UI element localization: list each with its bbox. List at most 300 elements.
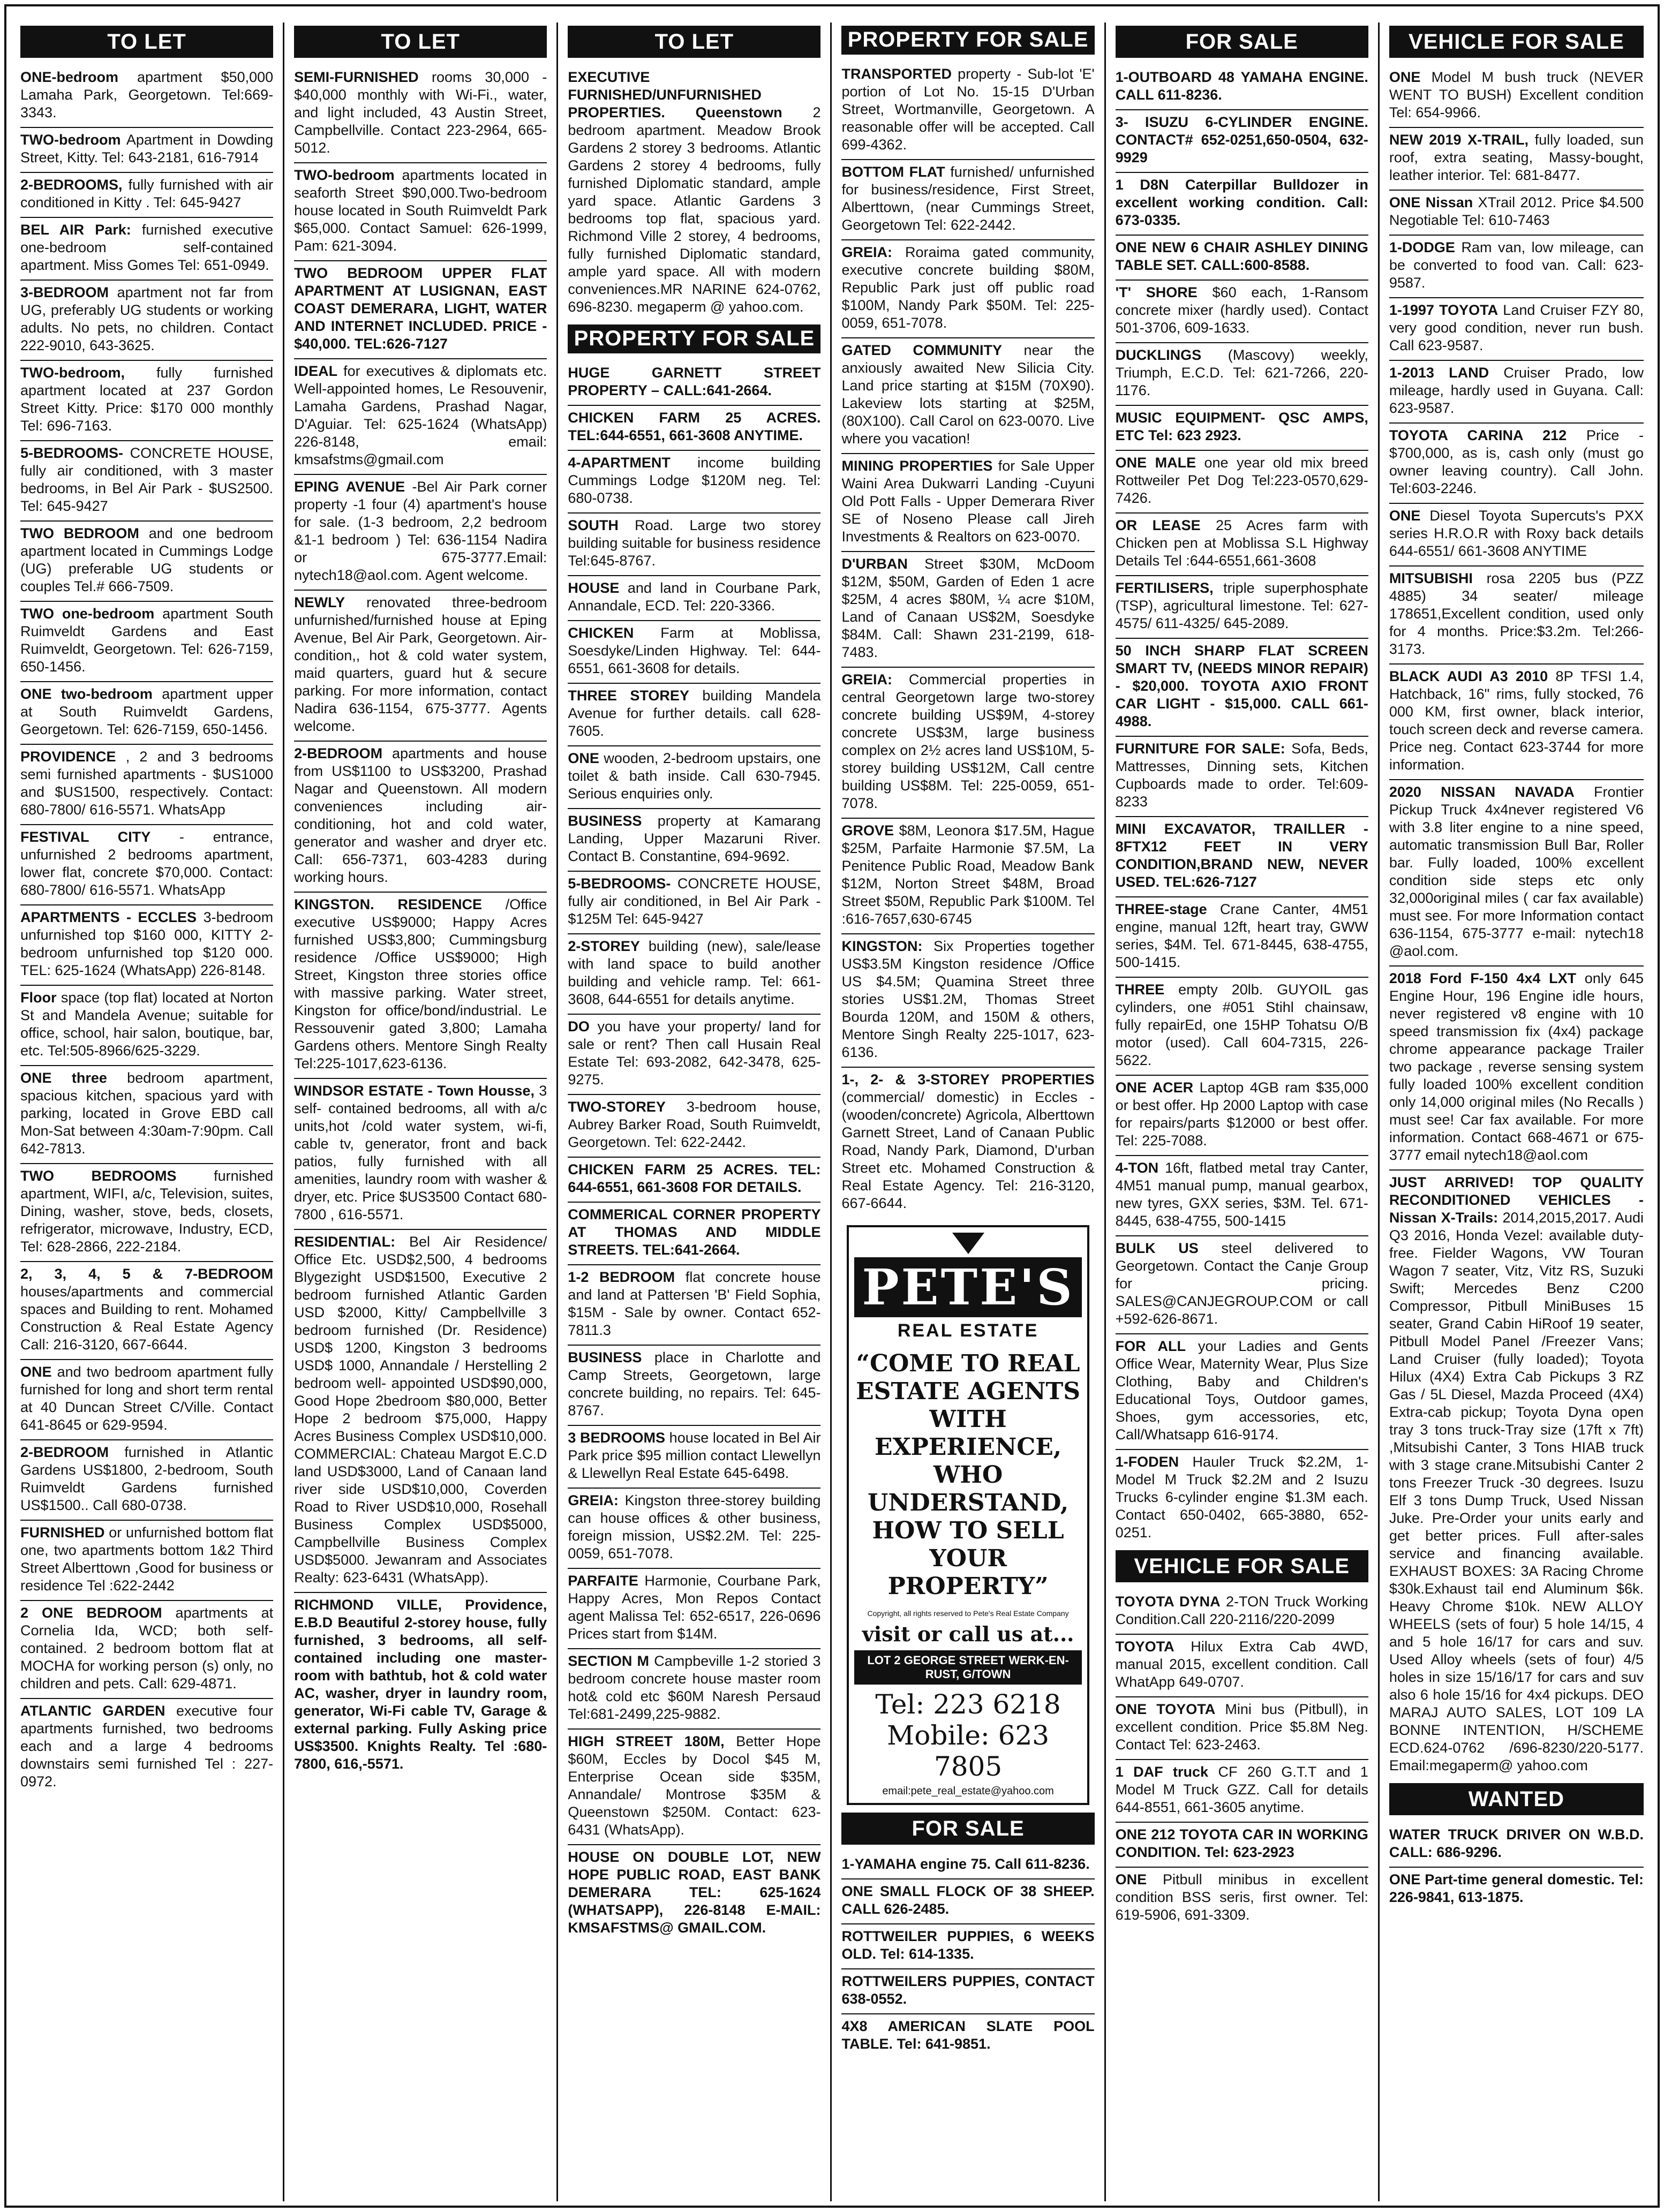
- ad-body: 3-bedroom house, Aubrey Barker Road, South Ruimveldt, Georgetown. Tel: 622-2442.: [568, 1099, 821, 1150]
- ad-body: near the anxiously awaited New Silicia City. Land price starting at $15M (70X90). Lakeview lots starting at $25M, (80X100). Call Carol on 623-0070. Live where you vacation!: [841, 342, 1095, 447]
- ad-body: rooms 30,000 - $40,000 monthly with Wi-Fi., water, and light included, 43 Austin Street, Campbellville. Contact 223-2964, 665-5012.: [294, 69, 547, 156]
- ad-list: [1389, 65, 1644, 1780]
- classified-ad: [568, 872, 820, 934]
- ad-body: 16ft, flatbed metal tray Canter, 4M51 manual pump, manual gearbox, new tyres, GXX series, $3M. Tel. 671-8445, 638-4755, 500-1415: [1115, 1160, 1368, 1229]
- ad-lead: FESTIVAL CITY: [20, 829, 151, 845]
- petes-logo: PETE'S: [854, 1257, 1081, 1317]
- ad-body: wooden, 2-bedroom upstairs, one toilet & bath inside. Call 630-7945. Serious enquiries only.: [568, 750, 821, 802]
- ad-list: [1116, 1590, 1368, 1929]
- ad-lead: MINI EXCAVATOR, TRAILLER - 8FTX12 FEET IN VERY CONDITION,BRAND NEW, NEVER USED. TEL:626-7127: [1115, 821, 1368, 890]
- ad-lead: 2-BEDROOM: [20, 1444, 109, 1460]
- ad-lead: APARTMENTS - ECCLES: [20, 909, 197, 925]
- visit-text: visit or call us at...: [862, 1622, 1074, 1646]
- classified-ad: [568, 1203, 820, 1265]
- ad-body: one year old mix breed Rottweiler Pet Dog Tel:223-0570,629-7426.: [1115, 455, 1368, 506]
- classified-ad: [568, 65, 820, 321]
- section-header-for-sale: FOR SALE: [841, 1813, 1094, 1845]
- classified-ad: [841, 338, 1094, 454]
- classified-ad: [20, 905, 273, 986]
- classified-ad: [294, 163, 547, 261]
- ad-lead: Floor: [20, 990, 57, 1006]
- ad-lead: JUST ARRIVED! TOP QUALITY RECONDITIONED VEHICLES - Nissan X-Trails:: [1389, 1174, 1644, 1226]
- ad-lead: ONE Part-time general domestic. Tel: 226-9841, 613-1875.: [1389, 1871, 1644, 1905]
- classified-ad: [20, 602, 273, 682]
- ad-body: Hilux Extra Cab 4WD, manual 2015, excellent condition. Call WhatApp 649-0707.: [1115, 1639, 1368, 1690]
- ad-lead: 2020 NISSAN NAVADA: [1389, 784, 1575, 800]
- ad-lead: 3-BEDROOM: [20, 284, 109, 300]
- classified-ad: [1389, 424, 1644, 504]
- ad-body: triple superphosphate (TSP), agricultural limestone. Tel: 627-4575/ 611-4325/ 645-2089.: [1115, 580, 1368, 631]
- ad-body: Road. Large two storey building suitable for business residence Tel:645-8767.: [568, 517, 821, 569]
- classified-ad: [841, 1969, 1094, 2014]
- ad-body: apartments at Cornelia Ida, WCD; both self-contained. 2 bedroom bottom flat at MOCHA for working person (s) only, no children and pets. Call: 629-4871.: [20, 1605, 274, 1692]
- ad-lead: ONE NEW 6 CHAIR ASHLEY DINING TABLE SET. CALL:600-8588.: [1115, 239, 1368, 273]
- ad-lead: ONE: [1389, 69, 1421, 85]
- classified-ad: [294, 1230, 547, 1593]
- classified-ad: [20, 65, 273, 128]
- ad-lead: 2-BEDROOMS,: [20, 177, 123, 193]
- classified-ad: [841, 62, 1094, 160]
- classified-ad: [1389, 1823, 1644, 1868]
- section-header-property-for-sale: PROPERTY FOR SALE: [568, 324, 820, 353]
- advert-address: LOT 2 GEORGE STREET WERK-EN-RUST, G/TOWN: [854, 1650, 1081, 1685]
- classified-ad: [1389, 191, 1644, 236]
- classified-ad: [20, 1601, 273, 1699]
- classified-ad: [20, 682, 273, 745]
- ad-lead: NEW 2019 X-TRAIL,: [1389, 132, 1529, 148]
- ad-body: for executives & diplomats etc. Well-appointed homes, Le Resouvenir, Lamaha Gardens, Prashad Nagar, D'Aguiar. Tel: 625-1624 (WhatsApp) 226-8148, email: kmsafstms@gmail.com: [294, 363, 547, 467]
- advert-subtitle: REAL ESTATE: [897, 1320, 1039, 1341]
- classified-ad: [20, 128, 273, 173]
- classified-ad: [20, 1699, 273, 1796]
- ad-body: apartment South Ruimveldt Gardens and East Ruimveldt, Georgetown. Tel: 626-7159, 650-1456.: [20, 606, 274, 675]
- ad-body: property at Kamarang Landing, Upper Mazaruni River. Contact B. Constantine, 694-9692.: [568, 813, 821, 864]
- ad-body: you have your property/ land for sale or rent? Then call Husain Real Estate Tel: 693-2082, 642-3478, 625-9275.: [568, 1018, 821, 1088]
- ad-body: Ram van, low mileage, can be converted to food van. Call: 623-9587.: [1389, 239, 1644, 291]
- classified-ad: [1389, 236, 1644, 298]
- ad-body: Bel Air Residence/ Office Etc. USD$2,500, 4 bedrooms Blygezight USD$1500, Executive 2 bedroom furnished Atlantic Garden USD $2000, Kitty/ Campbellville 3 bedroom furnished (Dr. Residence) USD$ 1200, Kingston 3 bedrooms USD$ 1000, Annandale / Herstelling 2 bedroom well- appointed USD$90,000, Good Hope 2bedroom $80,000, Better Hope 2 bedroom $75,000, Happy Acres Business Complex USD$10,000. COMMERCIAL: Chateau Margot E.C.D land USD$3000, Land of Canaan land river side USD$10,000, Coverden Road to River USD$10,000, Rosehall Business Complex USD$5000, Campbellville Business Complex USD$5000. Jewanram and Associates Realty: 623-6431 (WhatsApp).: [294, 1234, 547, 1586]
- ad-body: apartments and house from US$1100 to US$3200, Prashad Nagar and Queenstown. All modern conveniences including air-conditioning, hot and cold water, generator and washer and dryer etc. Call: 656-7371, 603-4283 during working hours.: [294, 745, 547, 885]
- classified-ad: [1116, 737, 1368, 817]
- ad-lead: 1-1997 TOYOTA: [1389, 302, 1499, 318]
- ad-body: Apartment in Dowding Street, Kitty. Tel: 643-2181, 616-7914: [20, 132, 274, 165]
- ad-body: space (top flat) located at Norton St and Mandela Avenue; suitable for office, school, hair salon, boutique, bar, etc. Tel:505-8966/625-3229.: [20, 990, 274, 1059]
- ad-lead: TRANSPORTED: [841, 66, 952, 82]
- ad-body: only 645 Engine Hour, 196 Engine idle hours, never registered v8 engine with 10 speed transmission fix (4x4) package chrome appearance package Trailer two package , reverse sensing system fully loaded 100% excellent condition only 14,000 original miles (No Recalls ) must see! Car fax available. For more information. Contact 668-4671 or 675-3777 email nytech18@aol.com: [1389, 970, 1644, 1163]
- ad-body: furnished/ unfurnished for business/residence, First Street, Alberttown, (near Cummings Street, Georgetown Tel: 622-2442.: [841, 164, 1095, 233]
- classified-ad: [1116, 1823, 1368, 1868]
- classified-ad: [20, 281, 273, 361]
- section-header-property-for-sale: PROPERTY FOR SALE: [841, 26, 1094, 55]
- ad-lead: BEL AIR Park:: [20, 222, 131, 238]
- ad-lead: OR LEASE: [1115, 517, 1201, 533]
- classified-ad: [568, 621, 820, 684]
- classified-ad: [294, 742, 547, 893]
- classified-ad: [294, 65, 547, 163]
- ad-body: CF 260 G.T.T and 1 Model M Truck GZZ. Call for details 644-8551, 661-3605 anytime.: [1115, 1764, 1368, 1815]
- ad-lead: 1-YAMAHA engine 75. Call 611-8236.: [841, 1856, 1090, 1872]
- classified-ad: [1116, 817, 1368, 897]
- ad-body: property - Sub-lot 'E' portion of Lot No. 15-15 D'Urban Street, Wortmanville, Georgetown. A reasonable offer will be accepted. Call 699-4362.: [841, 66, 1095, 153]
- ad-body: , 2 and 3 bedrooms semi furnished apartments - $US1000 and $US1500, respectively. Contact: 680-7800/ 616-5571. WhatsApp: [20, 749, 274, 818]
- classified-ad: [841, 240, 1094, 338]
- section-header-to-let: TO LET: [294, 26, 547, 58]
- ad-lead: THREE-stage: [1115, 901, 1207, 917]
- ad-lead: NEWLY: [294, 594, 345, 610]
- ad-lead: TWO-bedroom: [294, 167, 395, 183]
- classified-ad: [1116, 451, 1368, 514]
- ad-lead: TWO BEDROOM UPPER FLAT APARTMENT AT LUSIGNAN, EAST COAST DEMERARA, LIGHT, WATER AND INTERNET INCLUDED. PRICE - $40,000. TEL:626-7127: [294, 265, 547, 352]
- ad-body: 2014,2015,2017. Audi Q3 2016, Honda Vezel: available duty-free. Fielder Wagons, VW Touran Wagon 7 seater, Vitz, Vitz RS, Suzuki Swift; Mercedes Benz C200 Compressor, Pitbull MiniBuses 15 seater, Grand Cabin HiRoof 19 seater, Pitbull Model Panel /Freezer Vans; Land Cruiser (fully loaded); Toyota Hilux (4X4) Extra Cab Pickups 3 RZ Gas / 5L Diesel, Mazda Proceed (4X4) Extra-cab pickup; Toyota Dyna open tray 3 tons truck-Tray size (17ft x 7ft) ,Mitsubishi Canter, 3 Tons HIAB truck with 3 stage crane.Mitsubishi Canter 2 tons Freezer Truck -30 degrees. Isuzu Elf 3 tons Dump Truck, Used Nissan Juke. Pre-Order your units early and get better prices. Full after-sales service and financing available. EXHAUST BOXES: 3A Racing Chrome $30k.Exhaust tail end Aluminum $6k. Heavy Chrome $10k. NEW ALLOY WHEELS (sets of four) 5 hole 14/15, 4 and 5 hole 16/17 for cars and suv. Used Alloy wheels (sets of four) 4/5 holes in size 15/16/17 for cars and suv also 6 hole 15/16 for 4x4 pickups. DEO MARAJ AUTO SALES, LOT 109 LA BONNE INTENTION, H/SCHEME ECD.624-0762 /696-8230/220-5177. Email:megaperm@ yahoo.com: [1389, 1210, 1644, 1773]
- ad-body: Six Properties together US$3.5M Kingston residence /Office US $4.5M; Quamina Street three stories US$1.2M, Thomas Street Bourda 120M, and 150M & others, Mentore Singh Realty 225-1017, 623-6136.: [841, 938, 1095, 1060]
- classified-ad: [841, 160, 1094, 240]
- ad-body: Laptop 4GB ram $35,000 or best offer. Hp 2000 Laptop with case for repairs/parts $12000 or best offer. Tel: 225-7088.: [1115, 1079, 1368, 1149]
- classified-ad: [1389, 504, 1644, 567]
- ad-lead: 2-STOREY: [568, 938, 640, 954]
- ad-lead: CHICKEN: [568, 625, 634, 641]
- ad-lead: 1-OUTBOARD 48 YAMAHA ENGINE. CALL 611-8236.: [1115, 69, 1368, 103]
- ad-list: [841, 62, 1094, 1218]
- ad-lead: FOR ALL: [1115, 1338, 1186, 1354]
- ad-body: Kingston three-storey building can house offices & other business, foreign mission, US$2.2M. Tel: 225-0059, 651-7078.: [568, 1492, 821, 1561]
- classified-ad: [294, 591, 547, 742]
- ad-lead: ONE: [568, 750, 599, 766]
- ad-body: Harmonie, Courbane Park, Happy Acres, Mon Repos Contact agent Malissa Tel: 652-6517, 226-0696 Prices start from $14M.: [568, 1573, 821, 1642]
- classified-ad: [20, 1262, 273, 1360]
- ad-lead: 5-BEDROOMS-: [568, 875, 671, 892]
- ad-body: 3 self- contained bedrooms, all with a/c units,hot /cold water system, wi-fi, cable tv, generator, front and back patios, fully furnished with all amenities, laundry room with washer & dryer, etc. Price $US3500 Contact 680-7800 , 616-5571.: [294, 1083, 547, 1222]
- classified-ad: [1389, 567, 1644, 665]
- ad-lead: ONE: [1115, 1871, 1147, 1888]
- ad-body: income building Cummings Lodge $120M neg. Tel: 680-0738.: [568, 455, 821, 506]
- ad-lead: ONE: [20, 1364, 52, 1380]
- advert-email: email:pete_real_estate@yahoo.com: [882, 1785, 1054, 1797]
- section-header-vehicle-for-sale: VEHICLE FOR SALE: [1389, 26, 1644, 58]
- ad-lead: 1-, 2- & 3-STOREY PROPERTIES: [841, 1071, 1095, 1088]
- ad-body: and land in Courbane Park, Annandale, ECD. Tel: 220-3366.: [568, 580, 821, 614]
- classified-ad: [568, 1489, 820, 1569]
- ad-body: furnished in Atlantic Gardens US$1800, 2-bedroom, South Ruimveldt Gardens furnished US$1500.. Call 680-0738.: [20, 1444, 274, 1513]
- classified-ad: [568, 451, 820, 514]
- classified-ad: [568, 576, 820, 621]
- ad-body: furnished apartment, WIFI, a/c, Television, suites, Dining, washer, stove, beds, closets, refrigerator, microwave, Industry, ECD, Tel: 628-2866, 222-2184.: [20, 1168, 274, 1255]
- ad-body: flat concrete house and land at Pattersen 'B' Field Sophia, $15M - Sale by owner. Contact 652-7811.3: [568, 1269, 821, 1338]
- ad-lead: WINDSOR ESTATE - Town Housse,: [294, 1083, 534, 1099]
- column-1: [11, 22, 284, 2201]
- ad-body: for Sale Upper Waini Area Dukwarri Landing -Cuyuni Old Pott Falls - Upper Demerara River SE of Noseno Please call Jireh Investments & Realtors on 623-0070.: [841, 458, 1095, 545]
- ad-lead: SECTION M: [568, 1653, 650, 1669]
- ad-lead: RESIDENTIAL:: [294, 1234, 396, 1250]
- classified-ad: [20, 1360, 273, 1440]
- ad-body: CONCRETE HOUSE, fully air conditioned, with 3 master bedrooms, in Bel Air Park - $US2500. Tel: 645-9427: [20, 445, 274, 514]
- classified-ad: [294, 261, 547, 359]
- classified-ad: [20, 825, 273, 905]
- classified-ad: [1116, 978, 1368, 1076]
- advert-mobile: Mobile: 623 7805: [887, 1720, 1050, 1782]
- ad-lead: 4X8 AMERICAN SLATE POOL TABLE. Tel: 641-9851.: [841, 2018, 1095, 2052]
- classified-ad: [568, 1845, 820, 1942]
- ad-lead: GREIA:: [568, 1492, 619, 1508]
- ad-body: Campbeville 1-2 storied 3 bedroom concrete house master room hot& cold etc $60M Naresh Persaud Tel:681-2499,225-9882.: [568, 1653, 821, 1722]
- ad-lead: 5-BEDROOMS-: [20, 445, 124, 461]
- ad-body: apartment $50,000 Lamaha Park, Georgetown. Tel:669-3343.: [20, 69, 274, 120]
- classified-ad: [568, 934, 820, 1015]
- ad-lead: 4-APARTMENT: [568, 455, 671, 471]
- ad-lead: THREE STOREY: [568, 688, 689, 704]
- ad-lead: PROVIDENCE: [20, 749, 116, 765]
- classified-ad: [841, 2014, 1094, 2058]
- petes-real-estate-advert: [847, 1225, 1089, 1805]
- classified-ad: [20, 522, 273, 602]
- ad-lead: D'URBAN: [841, 556, 908, 572]
- ad-body: building (new), sale/lease with land space to build another building and vehicle ramp. Tel: 661-3608, 644-6551 for details anytime.: [568, 938, 821, 1007]
- classified-ad: [20, 173, 273, 218]
- ad-body: XTrail 2012. Price $4.500 Negotiable Tel: 610-7463: [1389, 194, 1644, 228]
- classified-ad: [568, 1569, 820, 1649]
- ad-body: Farm at Moblissa, Soesdyke/Linden Highway. Tel: 644-6551, 661-3608 for details.: [568, 625, 821, 676]
- section-header-vehicle-for-sale: VEHICLE FOR SALE: [1116, 1550, 1368, 1582]
- ad-body: houses/apartments and commercial spaces and Building to rent. Mohamed Construction & Real Estate Agency Call: 216-3120, 667-6644.: [20, 1284, 274, 1353]
- ad-lead: BOTTOM FLAT: [841, 164, 945, 180]
- classified-ad: [568, 746, 820, 809]
- ad-lead: HUGE GARNETT STREET PROPERTY – CALL:641-2664.: [568, 365, 821, 398]
- ad-lead: MITSUBISHI: [1389, 570, 1473, 586]
- ad-lead: 1-FODEN: [1115, 1454, 1179, 1470]
- ad-body: Better Hope $60M, Eccles by Docol $45 M, Enterprise Ocean side $35M, Annandale/ Montrose $35M & Queenstown $250M. Contact: 623-6431 (WhatsApp).: [568, 1733, 821, 1838]
- ad-lead: TWO-bedroom,: [20, 365, 125, 381]
- section-header-for-sale: FOR SALE: [1116, 26, 1368, 58]
- ad-body: Model M bush truck (NEVER WENT TO BUSH) Excellent condition Tel: 654-9966.: [1389, 69, 1644, 120]
- classified-ad: [568, 1015, 820, 1095]
- classified-ad: [568, 1265, 820, 1346]
- ad-lead: 2-BEDROOM: [294, 745, 383, 761]
- ad-body: Roraima gated community, executive concrete building $80M, Republic Park just off public road $100M, Nandy Park $50M. Tel: 225-0059, 651-7078.: [841, 244, 1095, 331]
- ad-lead: 4-TON: [1115, 1160, 1159, 1176]
- classified-ad: [568, 1649, 820, 1730]
- classified-ad: [20, 1440, 273, 1521]
- classified-ad: [841, 1879, 1094, 1924]
- ad-lead: MUSIC EQUIPMENT- QSC AMPS, ETC Tel: 623 2923.: [1115, 410, 1368, 443]
- ad-lead: KINGSTON. RESIDENCE: [294, 896, 482, 912]
- ad-lead: TOYOTA: [1115, 1639, 1174, 1655]
- ad-lead: ONE three: [20, 1070, 107, 1086]
- classified-ad: [1116, 65, 1368, 110]
- ad-lead: ONE SMALL FLOCK OF 38 SHEEP. CALL 626-2485.: [841, 1883, 1095, 1917]
- ad-list: [568, 361, 820, 1942]
- ad-lead: GROVE: [841, 822, 894, 839]
- section-header-wanted: WANTED: [1389, 1783, 1644, 1815]
- ad-body: Price - $700,000, as is, cash only (must go owner leaving country). Call John. Tel:603-2246.: [1389, 427, 1644, 496]
- classified-ad: [20, 1164, 273, 1262]
- ad-lead: ONE MALE: [1115, 455, 1196, 471]
- classified-ad: [1116, 1334, 1368, 1450]
- ad-lead: 1-2013 LAND: [1389, 365, 1489, 381]
- classified-ad: [1389, 361, 1644, 424]
- ad-body: Street $30M, McDoom $12M, $50M, Garden of Eden 1 acre $25M, 4 acres $80M, ¼ acre $10M, Land of Canaan US$2M, Soesdyke $84M. Call: Shawn 231-2199, 618-7483.: [841, 556, 1095, 660]
- ad-body: steel delivered to Georgetown. Contact the Canje Group for pricing. SALES@CANJEGROUP.COM or call +592-626-8671.: [1115, 1240, 1368, 1327]
- ad-body: executive four apartments furnished, two bedrooms each and a large 4 bedrooms downstairs semi furnished Tel : 227-0972.: [20, 1703, 274, 1790]
- ad-lead: 1 D8N Caterpillar Bulldozer in excellent working condition. Call: 673-0335.: [1115, 177, 1368, 228]
- ad-body: or unfurnished bottom flat one, two apartments bottom 1&2 Third Street Alberttown ,Good for business or residence Tel :622-2442: [20, 1524, 274, 1594]
- classified-ad: [1116, 897, 1368, 978]
- ad-body: fully furnished apartment located at 237 Gordon Street Kitty. Price: $170 000 monthly Tel: 696-7163.: [20, 365, 274, 434]
- ad-lead: ONE-bedroom: [20, 69, 119, 85]
- ad-body: rosa 2205 bus (PZZ 4885) 34 seater/ mileage 178651,Excellent condition, used only for 4 months. Price:$3.2m. Tel:266-3173.: [1389, 570, 1644, 657]
- ad-body: - entrance, unfurnished 2 bedrooms apartment, lower flat, concrete $70,000. Contact: 680-7800/ 616-5571. WhatsApp: [20, 829, 274, 898]
- ad-body: and one bedroom apartment located in Cummings Lodge (UG) preferable UG students or couples Tel.# 666-7509.: [20, 525, 274, 594]
- ad-body: Commercial properties in central Georgetown large two-storey concrete building US$9M, 4-storey concrete US$3M, large business complex on 2½ acres land US$10M, 5-storey building US$12M, Call centre building US$8M. Tel: 225-0059, 651-7078.: [841, 671, 1095, 811]
- ad-lead: 3 BEDROOMS: [568, 1430, 666, 1446]
- ad-lead: ATLANTIC GARDEN: [20, 1703, 165, 1719]
- classified-ad: [1389, 967, 1644, 1171]
- ad-lead: 2 ONE BEDROOM: [20, 1605, 162, 1621]
- ad-body: (Mascovy) weekly, Triumph, E.C.D. Tel: 621-7266, 220-1176.: [1115, 347, 1368, 398]
- classified-ad: [841, 1068, 1094, 1218]
- classified-ad: [20, 1066, 273, 1164]
- classified-ad: [568, 406, 820, 451]
- classified-ad: [841, 934, 1094, 1068]
- ad-lead: FERTILISERS,: [1115, 580, 1214, 596]
- ad-list: [294, 65, 547, 1778]
- classified-ad: [1389, 1868, 1644, 1912]
- ad-lead: BULK US: [1115, 1240, 1199, 1256]
- classified-ad: [568, 1158, 820, 1203]
- classified-ad: [1116, 1760, 1368, 1823]
- ad-body: Pitbull minibus in excellent condition BSS seris, first owner. Tel: 619-5906, 691-3309.: [1115, 1871, 1368, 1923]
- ad-body: place in Charlotte and Camp Streets, Georgetown, large concrete building, no repairs. Tel: 645-8767.: [568, 1349, 821, 1418]
- ad-lead: THREE: [1115, 982, 1165, 998]
- column-5: [1106, 22, 1380, 2201]
- ad-lead: 1-2 BEDROOM: [568, 1269, 675, 1285]
- ad-lead: KINGSTON:: [841, 938, 923, 954]
- classified-ad: [1116, 1076, 1368, 1156]
- classified-ad: [1116, 1156, 1368, 1236]
- ad-body: apartments located in seaforth Street $90,000.Two-bedroom house located in South Ruimveldt Park $65,000. Contact Samuel: 626-1999, Pam: 621-3094.: [294, 167, 547, 254]
- ad-list: [1389, 1823, 1644, 1912]
- ad-body: Diesel Toyota Supercuts's PXX series H.R.O.R with Roxy back details 644-6551/ 661-3608 ANYTIME: [1389, 508, 1644, 559]
- classified-ad: [1116, 1450, 1368, 1547]
- ad-body: Hauler Truck $2.2M, 1-Model M Truck $2.2M and 2 Isuzu Trucks 6-cylinder engine $1.3M each. Contact 650-0402, 665-3880, 652-0251.: [1115, 1454, 1368, 1541]
- ad-lead: 'T' SHORE: [1115, 284, 1198, 300]
- ad-lead: ONE Nissan: [1389, 194, 1473, 210]
- classified-ad: [294, 475, 547, 591]
- classified-ad: [294, 893, 547, 1079]
- ad-lead: BUSINESS: [568, 813, 642, 829]
- copyright-note: Copyright, all rights reserved to Pete's Real Estate Company: [867, 1609, 1069, 1618]
- classified-ad: [568, 1426, 820, 1489]
- ad-body: Mini bus (Pitbull), in excellent condition. Price $5.8M Neg. Contact Tel: 623-2463.: [1115, 1701, 1368, 1753]
- ad-lead: FURNITURE FOR SALE:: [1115, 741, 1285, 757]
- ad-lead: TWO BEDROOM: [20, 525, 139, 541]
- classified-ad: [1116, 1635, 1368, 1697]
- classified-ad: [1116, 1868, 1368, 1929]
- ad-body: 2-TON Truck Working Condition.Call 220-2116/220-2099: [1115, 1594, 1368, 1627]
- ad-body: your Ladies and Gents Office Wear, Maternity Wear, Plus Size Clothing, Baby and Children's Educational Toys, Outdoor games, Shoes, gym accessories, etc, Call/Whatsapp 616-9174.: [1115, 1338, 1368, 1443]
- ad-body: -Bel Air Park corner property -1 four (4) apartment's house for sale. (1-3 bedroom, 2,2 bedroom &1-1 bedroom ) Tel: 636-1154 Nadira or 675-3777.Email: nytech18@aol.com. Agent welcome.: [294, 479, 547, 583]
- ad-lead: ONE TOYOTA: [1115, 1701, 1216, 1717]
- ad-lead: 50 INCH SHARP FLAT SCREEN SMART TV, (NEEDS MINOR REPAIR) - $20,000. TOYOTA AXIO FRONT CAR LIGHT - $15,000. CALL 661-4988.: [1115, 643, 1368, 729]
- classified-ad: [841, 1924, 1094, 1969]
- classifieds-page: [4, 4, 1660, 2208]
- classified-ad: [568, 1346, 820, 1426]
- classified-ad: [1116, 514, 1368, 576]
- ad-lead: 2, 3, 4, 5 & 7-BEDROOM: [20, 1266, 274, 1282]
- ad-list: [841, 1852, 1094, 2058]
- classified-ad: [294, 359, 547, 475]
- classified-ad: [20, 441, 273, 522]
- ad-lead: TWO one-bedroom: [20, 606, 155, 622]
- ad-lead: BUSINESS: [568, 1349, 642, 1365]
- ad-body: Sofa, Beds, Mattresses, Dinning sets, Kitchen Cupboards made to order. Tel:609-8233: [1115, 741, 1368, 810]
- ad-lead: 3- ISUZU 6-CYLINDER ENGINE. CONTACT# 652-0251,650-0504, 632-9929: [1115, 114, 1368, 165]
- column-3: [558, 22, 832, 2201]
- ad-body: apartment upper at South Ruimveldt Gardens, Georgetown. Tel: 626-7159, 650-1456.: [20, 686, 274, 737]
- ad-lead: GATED COMMUNITY: [841, 342, 1003, 358]
- ad-lead: FURNISHED: [20, 1524, 105, 1541]
- ad-lead: MINING PROPERTIES: [841, 458, 993, 474]
- classified-ad: [841, 668, 1094, 819]
- classified-columns: [11, 22, 1653, 2201]
- classified-ad: [568, 809, 820, 872]
- ad-lead: HOUSE: [568, 580, 620, 596]
- column-4: [832, 22, 1105, 2201]
- classified-ad: [1389, 1171, 1644, 1780]
- classified-ad: [1389, 128, 1644, 191]
- classified-ad: [20, 986, 273, 1066]
- ad-body: fully furnished with air conditioned in Kitty . Tel: 645-9427: [20, 177, 274, 210]
- ad-body: Land Cruiser FZY 80, very good condition, never run bush. Call 623-9587.: [1389, 302, 1644, 353]
- ad-body: 25 Acres farm with Chicken pen at Moblissa S.L Highway Details Tel :644-6551,661-3608: [1115, 517, 1368, 569]
- classified-ad: [1116, 576, 1368, 639]
- ad-lead: 1-DODGE: [1389, 239, 1455, 255]
- ad-lead: COMMERICAL CORNER PROPERTY AT THOMAS AND MIDDLE STREETS. TEL:641-2664.: [568, 1206, 821, 1258]
- ad-body: empty 20lb. GUYOIL gas cylinders, one #051 Stihl chainsaw, fully repairEd, one 15HP Tohatsu O/B motor (used). Call 604-7315, 226-5622.: [1115, 982, 1368, 1068]
- classified-ad: [1116, 1590, 1368, 1635]
- ad-lead: PARFAITE: [568, 1573, 638, 1589]
- ad-body: house located in Bel Air Park price $95 million contact Llewellyn & Llewellyn Real Estate 645-6498.: [568, 1430, 821, 1481]
- classified-ad: [294, 1593, 547, 1778]
- advert-tagline: “COME TO REAL ESTATE AGENTS WITH EXPERIENCE, WHO UNDERSTAND, HOW TO SELL YOUR PROPERTY”: [856, 1350, 1081, 1600]
- classified-ad: [841, 819, 1094, 934]
- ad-lead: EXECUTIVE FURNISHED/UNFURNISHED PROPERTIES. Queenstown: [568, 69, 782, 120]
- classified-ad: [1116, 236, 1368, 281]
- classified-ad: [1116, 1236, 1368, 1334]
- ad-lead: ONE ACER: [1115, 1079, 1194, 1096]
- ad-lead: RICHMOND VILLE, Providence, E.B.D Beautiful 2-storey house, fully furnished, 3 bedrooms, all self-contained including one master-room with bathtub, hot & cold water AC, washer, dryer in laundry room, generator, Wi-Fi cable TV, Garage & external parking. Fully Asking price US$3500. Knights Realty. Tel :680-7800, 616,-5571.: [294, 1597, 547, 1772]
- ad-body: Cruiser Prado, low mileage, hardly used in Guyana. Call: 623-9587.: [1389, 365, 1644, 416]
- ad-lead: CHICKEN FARM 25 ACRES. TEL: 644-6551, 661-3608 FOR DETAILS.: [568, 1161, 821, 1195]
- ad-list: [1116, 65, 1368, 1547]
- classified-ad: [20, 218, 273, 281]
- ad-lead: DUCKLINGS: [1115, 347, 1202, 363]
- classified-ad: [568, 361, 820, 406]
- ad-lead: 2018 Ford F-150 4x4 LXT: [1389, 970, 1577, 986]
- ad-lead: SOUTH: [568, 517, 619, 533]
- ad-body: Frontier Pickup Truck 4x4never registered V6 with 3.8 liter engine to a nine speed, automatic transmission Bull Bar, Roller bar. Fully loaded, 100% excellent condition side steps etc only 32,000original miles ( car fax available) must see. For more Information contact 636-1154, 675-3777 e-mail: nytech18 @aol.com.: [1389, 784, 1644, 959]
- classified-ad: [568, 1095, 820, 1158]
- ad-lead: ONE: [1389, 508, 1421, 524]
- classified-ad: [1116, 173, 1368, 236]
- classified-ad: [1116, 343, 1368, 406]
- arrow-down-icon: [952, 1233, 984, 1254]
- ad-body: 2 bedroom apartment. Meadow Brook Gardens 2 storey 3 bedrooms. Atlantic Gardens 2 storey 4 bedrooms, fully furnished Diplomatic standard, ample yard space. Atlantic Gardens 3 bedrooms top flat, spacious yard. Richmond Ville 2 storey, 4 bedrooms, fully furnished Diplomatic standard, ample yard space. All with modern conveniences.MR NARINE 624-0762, 696-8230. megaperm @ yahoo.com.: [568, 104, 821, 315]
- advert-telephone: Tel: 223 6218: [875, 1689, 1061, 1720]
- classified-ad: [1389, 780, 1644, 967]
- section-header-to-let: TO LET: [20, 26, 273, 58]
- classified-ad: [20, 745, 273, 825]
- classified-ad: [568, 684, 820, 746]
- classified-ad: [841, 454, 1094, 552]
